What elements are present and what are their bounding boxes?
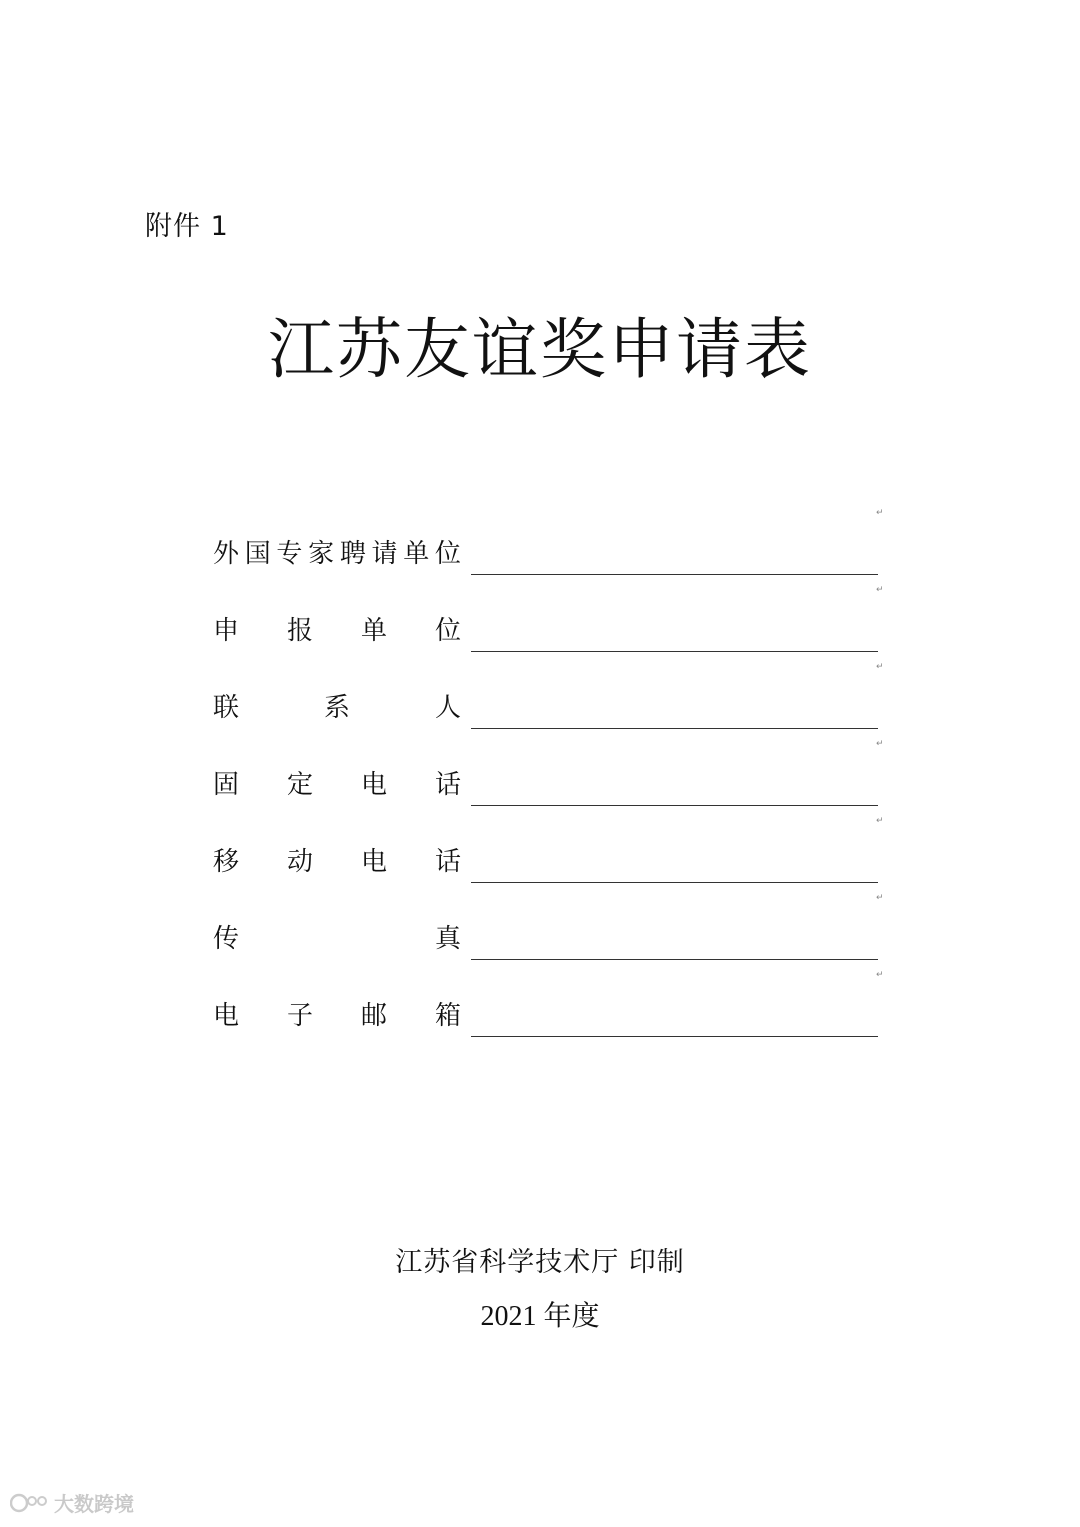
form-row — [213, 662, 883, 739]
label-char: 申 — [213, 616, 240, 646]
label-char: 子 — [286, 1001, 313, 1031]
label-char: 话 — [434, 847, 461, 877]
field-label — [213, 844, 461, 880]
paragraph-mark: ↵ — [876, 970, 884, 980]
page-title: 江苏友谊奖申请表 — [268, 311, 812, 388]
label-char: 单 — [360, 616, 387, 646]
label-char: 家 — [308, 539, 335, 569]
landline-field[interactable] — [471, 805, 878, 806]
application-form — [213, 508, 883, 1047]
label-char: 报 — [286, 616, 313, 646]
attachment-label: 附件 1 — [145, 211, 229, 242]
paragraph-mark: ↵ — [876, 739, 884, 749]
field-label — [213, 998, 461, 1034]
label-char: 传 — [213, 924, 240, 954]
paragraph-mark: ↵ — [876, 816, 884, 826]
mobile-field[interactable] — [471, 882, 878, 883]
label-char: 电 — [360, 770, 387, 800]
employer-unit-field[interactable] — [471, 574, 878, 575]
paragraph-mark: ↵ — [876, 585, 884, 595]
field-label — [213, 613, 461, 649]
year-text: 2021 年度 — [480, 1301, 600, 1332]
label-char: 邮 — [360, 1001, 387, 1031]
form-row — [213, 970, 883, 1047]
label-char: 电 — [360, 847, 387, 877]
paragraph-mark: ↵ — [876, 662, 884, 672]
logo-icon — [10, 1491, 50, 1515]
label-char: 定 — [286, 770, 313, 800]
form-row — [213, 739, 883, 816]
label-char: 人 — [434, 693, 461, 723]
paragraph-mark: ↵ — [876, 893, 884, 903]
label-char: 话 — [434, 770, 461, 800]
form-row — [213, 585, 883, 662]
label-char: 请 — [371, 539, 398, 569]
label-char: 国 — [244, 539, 271, 569]
label-char: 外 — [213, 539, 240, 569]
label-char: 电 — [213, 1001, 240, 1031]
watermark — [10, 1488, 134, 1517]
label-char: 专 — [276, 539, 303, 569]
label-char: 箱 — [434, 1001, 461, 1031]
watermark-text: 大数跨境 — [54, 1492, 134, 1516]
field-label — [213, 690, 461, 726]
label-char: 系 — [323, 693, 350, 723]
form-row — [213, 816, 883, 893]
label-char: 单 — [403, 539, 430, 569]
field-label — [213, 921, 461, 957]
label-char: 真 — [434, 924, 461, 954]
fax-field[interactable] — [471, 959, 878, 960]
issuer-text: 江苏省科学技术厅 印制 — [395, 1247, 685, 1278]
paragraph-mark: ↵ — [876, 508, 884, 518]
field-label — [213, 536, 461, 572]
form-row — [213, 508, 883, 585]
label-char: 聘 — [339, 539, 366, 569]
field-label — [213, 767, 461, 803]
form-row — [213, 893, 883, 970]
label-char: 位 — [434, 539, 461, 569]
label-char: 移 — [213, 847, 240, 877]
label-char: 动 — [286, 847, 313, 877]
applicant-unit-field[interactable] — [471, 651, 878, 652]
label-char: 固 — [213, 770, 240, 800]
contact-person-field[interactable] — [471, 728, 878, 729]
email-field[interactable] — [471, 1036, 878, 1037]
label-char: 联 — [213, 693, 240, 723]
label-char: 位 — [434, 616, 461, 646]
